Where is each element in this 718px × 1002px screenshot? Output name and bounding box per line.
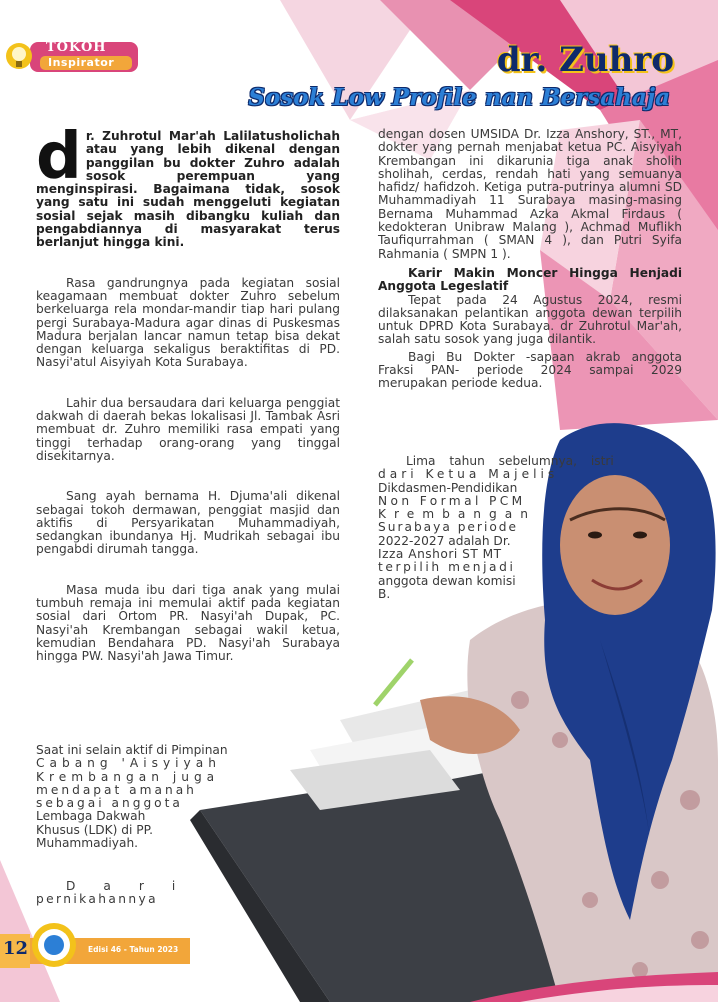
- paragraph-1: Rasa gandrungnya pada kegiatan sosial keagamaan membuat dokter Zuhro sebelum berkeluarga rela mondar-mandir tiap hari pulang pergi Surabaya-Madura agar dinas di Puskesmas Madura berjalan lancar namun tetap bisa dekat dengan keluarga sekaligus beraktifitas di PD. Nasyi'atul Aisyiyah Kota Surabaya.: [36, 275, 340, 370]
- narrow-line: Dikdasmen-Pendidikan: [378, 480, 518, 495]
- narrow-line: dari Ketua Majelis: [378, 467, 559, 482]
- paragraph-5-line-1: Dari: [66, 879, 204, 893]
- paragraph-4: Masa muda ibu dari tiga anak yang mulai tumbuh remaja ini memulai aktif pada kegiatan sosial dari Ortom PR. Nasyi'ah Dupak, PC. Nasyi'ah Krembangan sebagai wakil ketua, kemudian Bendahara PD. Nasyi'ah Surabaya hingga PW. Nasyi'ah Jawa Timur.: [36, 582, 340, 664]
- right-paragraph-1: dengan dosen UMSIDA Dr. Izza Anshory, ST., MT, dokter yang pernah menjabat ketua PC. Aisyiyah Krembangan ini dikarunia tiga anak sholih sholihah, cerdas, rendah hati yang semuanya hafidz/ hafidzoh. Ketiga putra-putrinya alumni SD Muhammadiyah 11 Surabaya masing-masing Bernama Muhammad Azka Akmal Firdaus ( kedokteran Unibraw Malang ), Achmad Muflikh Taufiqurrahman ( SMAN 4 ), dan Putri Syifa Rahmania ( SMPN 1 ).: [378, 127, 682, 261]
- narrow-line: Surabaya periode: [378, 520, 519, 535]
- edition-label: Edisi 46 - Tahun 2023: [88, 945, 179, 954]
- page-subtitle: Sosok Low Profile nan Bersahaja: [248, 84, 670, 111]
- lead-text: r. Zuhrotul Mar'ah Lalilatusholichah atau yang lebih dikenal dengan panggilan bu dokter Zuhro adalah sosok perempuan yang menginspirasi. Bagaimana tidak, sosok yang satu ini sudah menggeluti kegiatan sosial sejak masih dibangku kuliah dan pengabdiannya di masyarakat terus berlanjut hingga kini.: [36, 129, 340, 250]
- narrow-line: sebagai anggota: [36, 796, 183, 811]
- narrow-line: Izza Anshori ST MT: [378, 547, 502, 562]
- lead-paragraph: [36, 120, 340, 250]
- right-paragraph-4: [378, 455, 678, 601]
- paragraph-5-line-2: pernikahannya: [36, 892, 158, 907]
- narrow-line: 2022-2027 adalah Dr.: [378, 533, 511, 548]
- page-number: 12: [3, 938, 29, 959]
- paragraph-5: [36, 879, 204, 907]
- right-paragraph-2: Tepat pada 24 Agustus 2024, resmi dilaksanakan pelantikan anggota dewan terpilih untuk DPRD Kota Surabaya. dr Zuhrotul Mar'ah, salah satu sosok yang juga dilantik.: [378, 292, 682, 347]
- paragraph-2: Lahir dua bersaudara dari keluarga penggiat dakwah di daerah bekas lokalisasi Jl. Tambak Asri membuat dr. Zuhro memiliki rasa empati yang tinggi terhadap orang-orang yang tinggal disekitarnya.: [36, 395, 340, 463]
- badge-top-label: TOKOH: [46, 40, 107, 55]
- page-title: dr. Zuhro: [496, 40, 674, 80]
- badge-bottom-label: Inspirator: [48, 56, 115, 69]
- narrow-line: Saat ini selain aktif di Pimpinan: [36, 743, 228, 757]
- narrow-line: anggota dewan komisi: [378, 573, 516, 588]
- narrow-line: Lima tahun sebelumnya, istri: [406, 454, 614, 468]
- narrow-line: terpilih menjadi: [378, 560, 516, 575]
- dropcap-letter: d: [36, 120, 82, 194]
- narrow-line: Krembangan: [378, 507, 536, 522]
- paragraph-3: Sang ayah bernama H. Djuma'ali dikenal sebagai tokoh dermawan, penggiat masjid dan aktifis di Persyarikatan Muhammadiyah, sedangkan ibundanya Hj. Mudrikah sebagai ibu pengabdi dirumah tangga.: [36, 489, 340, 557]
- narrow-line: Cabang 'Aisyiyah: [36, 756, 221, 771]
- narrow-line: mendapat amanah: [36, 782, 197, 797]
- narrow-line: B.: [378, 586, 391, 601]
- left-column: [36, 120, 340, 664]
- paragraph-4-narrow: [36, 744, 236, 850]
- narrow-line: Lembaga Dakwah: [36, 809, 146, 824]
- right-column: [378, 128, 682, 391]
- section-heading: Karir Makin Moncer Hingga Henjadi Anggota Legeslatif: [378, 265, 682, 294]
- narrow-line: Khusus (LDK) di PP.: [36, 822, 153, 837]
- narrow-line: Krembangan juga: [36, 769, 220, 784]
- narrow-line: Muhammadiyah.: [36, 836, 139, 851]
- narrow-line: Non Formal PCM: [378, 493, 526, 508]
- right-paragraph-3: Bagi Bu Dokter -sapaan akrab anggota Fraksi PAN- periode 2024 sampai 2029 merupakan periode kedua.: [378, 349, 682, 391]
